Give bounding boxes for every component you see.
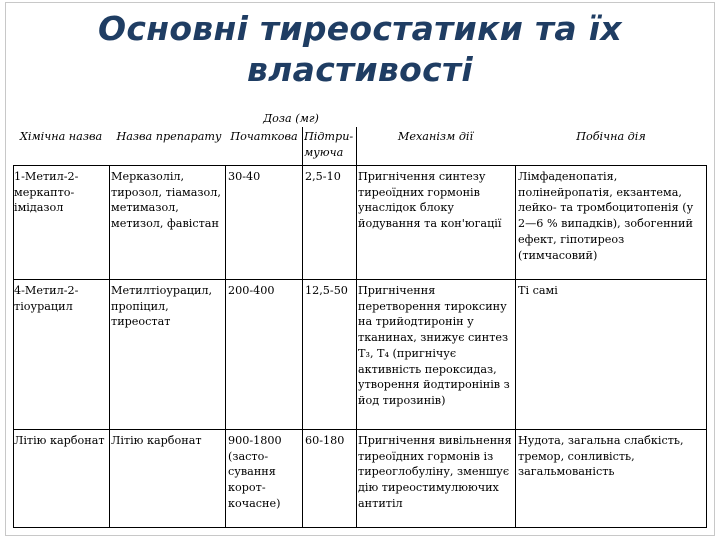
title-line-1: Основні тиреостатики та їх [98, 9, 622, 48]
row1-dose-maintenance: 2,5-10 [305, 170, 341, 183]
col-divider-1 [109, 165, 110, 528]
col-divider-3 [302, 127, 303, 528]
row3-mechanism: Пригнічення вивільнення тиреоїдних гормонів із тиреоглобуліну, зменшує дію тиреостимулюючих антитіл [358, 434, 512, 510]
col-divider-4 [356, 127, 357, 528]
header-chemical-name: Хімічна назва [19, 130, 103, 143]
header-dose: Доза (мг) [263, 112, 319, 125]
row2-dose-initial: 200-400 [228, 284, 275, 297]
row1-dose-initial: 30-40 [228, 170, 261, 183]
row2-mechanism: Пригнічення перетворення тироксину на трийодтиронін у тканинах, знижує синтез Т₃, Т₄ (пригнічує активність пероксидаз, утворення йодтиронінів з йод тирозинів) [358, 284, 510, 407]
row2-chemical-name: 4-Метил-2- тіоурацил [14, 284, 79, 313]
title-line-2: властивості [247, 50, 473, 89]
row3-drug-name: Літію карбонат [111, 434, 202, 447]
row2-drug-name: Метилтіоурацил, пропіцил, тиреостат [111, 284, 213, 329]
row1-drug-name: Мерказоліл, тирозол, тіамазол, метимазол, метизол, фавістан [111, 170, 221, 231]
table-border-right [706, 165, 707, 528]
row3-chemical-name: Літію карбонат [14, 434, 105, 447]
header-bottom-line [13, 165, 707, 166]
header-drug-name: Назва препарату [116, 130, 222, 143]
table-border-left [13, 165, 14, 528]
row2-dose-maintenance: 12,5-50 [305, 284, 348, 297]
row-divider-2 [13, 429, 707, 430]
row1-side-effect: Лімфаденопатія, полінейропатія, екзантема, лейко- та тромбоцитопенія (у 2—6 % випадків), зобогенний ефект, гіпотиреоз (тимчасовий) [518, 170, 694, 262]
row3-side-effect: Нудота, загальна слабкість, тремор, сонливість, загальмованість [518, 434, 684, 479]
header-dose-maintenance: Підтри- муюча [304, 130, 354, 159]
row1-mechanism: Пригнічення синтезу тиреоїдних гормонів унаслідок блоку йодування та кон'югації [358, 170, 502, 231]
row2-side-effect: Ті самі [518, 284, 558, 297]
header-mechanism: Механізм дії [397, 130, 474, 143]
table-bottom-line [13, 527, 707, 528]
row1-chemical-name: 1-Метил-2- меркапто- імідазол [14, 170, 79, 215]
row3-dose-initial: 900-1800 (засто- сування корот- кочасне) [228, 434, 282, 510]
header-side-effect: Побічна дія [576, 130, 646, 143]
slide-title [60, 8, 660, 90]
header-dose-initial: Початкова [230, 130, 298, 143]
row3-dose-maintenance: 60-180 [305, 434, 345, 447]
col-divider-2 [225, 165, 226, 528]
row-divider-1 [13, 279, 707, 280]
